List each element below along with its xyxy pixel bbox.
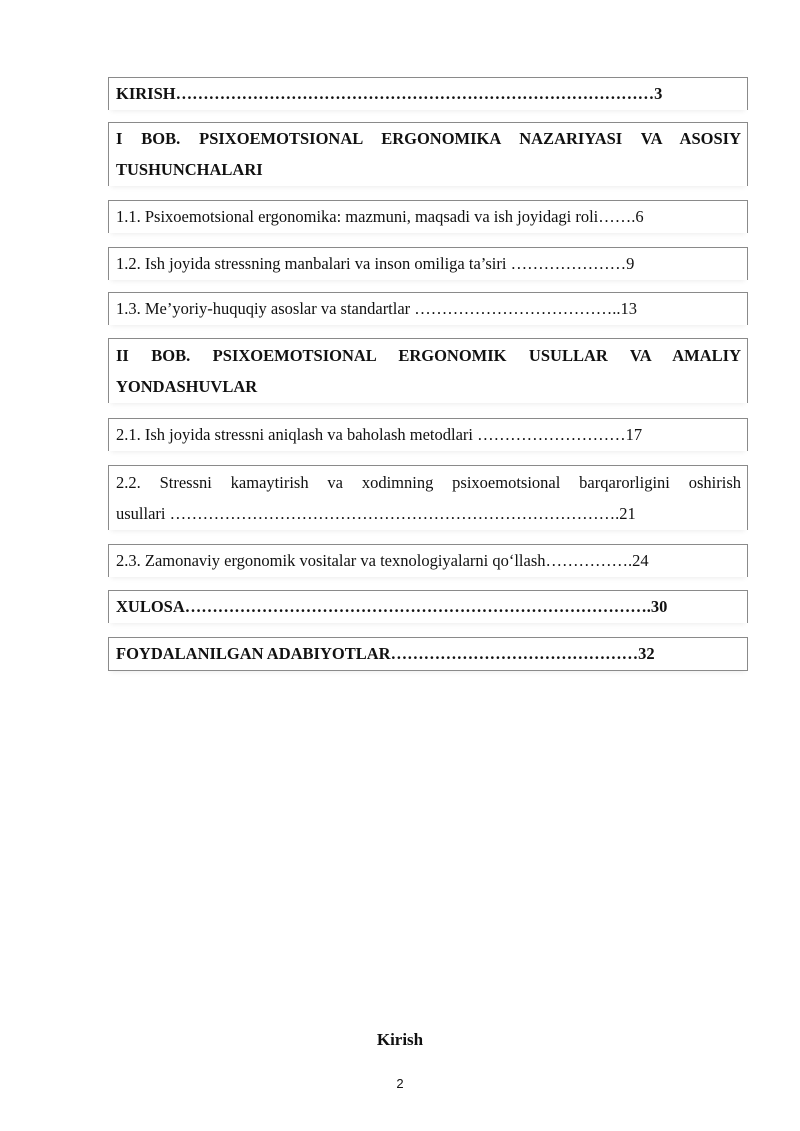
toc-chapter-title-line1: II BOB. PSIXOEMOTSIONAL ERGONOMIK USULLAR VA AMALIY [116, 346, 741, 365]
toc-entry-1-1[interactable] [108, 200, 748, 233]
toc-chapter-1[interactable] [108, 122, 748, 186]
toc-entry-2-1[interactable] [108, 418, 748, 451]
toc-entry-2-2[interactable] [108, 465, 748, 530]
toc-chapter-2[interactable] [108, 338, 748, 403]
toc-entry-label: 2.1. Ish joyida stressni aniqlash va baholash metodlari ………………………17 [116, 425, 643, 444]
toc-entry-label: KIRISH……………………………………………………………………………3 [116, 84, 663, 103]
toc-entry-label: 1.1. Psixoemotsional ergonomika: mazmuni, maqsadi va ish joyidagi roli…….6 [116, 207, 644, 226]
toc-entry-label: FOYDALANILGAN ADABIYOTLAR………………………………………32 [116, 644, 655, 663]
section-heading: Kirish [376, 1030, 424, 1049]
toc-entry-kirish[interactable] [108, 77, 748, 110]
toc-entry-1-3[interactable] [108, 292, 748, 325]
toc-entry-label-line1: 2.2. Stressni kamaytirish va xodimning psixoemotsional barqarorligini oshirish [116, 473, 741, 492]
toc-chapter-title-line2: TUSHUNCHALARI [116, 160, 263, 179]
toc-entry-xulosa[interactable] [108, 590, 748, 623]
toc-entry-2-3[interactable] [108, 544, 748, 577]
toc-entry-label: 1.2. Ish joyida stressning manbalari va inson omiliga ta’siri …………………9 [116, 254, 635, 273]
toc-chapter-title-line1: I BOB. PSIXOEMOTSIONAL ERGONOMIKA NAZARIYASI VA ASOSIY [116, 129, 741, 148]
page-number: 2 [396, 1076, 404, 1091]
toc-entry-label: 2.3. Zamonaviy ergonomik vositalar va texnologiyalarni qo‘llash…………….24 [116, 551, 649, 570]
toc-chapter-title-line2: YONDASHUVLAR [116, 377, 258, 396]
toc-entry-adabiyotlar[interactable] [108, 637, 748, 671]
toc-entry-label: 1.3. Me’yoriy-huquqiy asoslar va standartlar ………………………………..13 [116, 299, 638, 318]
toc-entry-label: XULOSA………………………………………………………………………….30 [116, 597, 668, 616]
toc-entry-label-line2: usullari ……………………………………………………………………….21 [116, 504, 636, 523]
toc-entry-1-2[interactable] [108, 247, 748, 280]
